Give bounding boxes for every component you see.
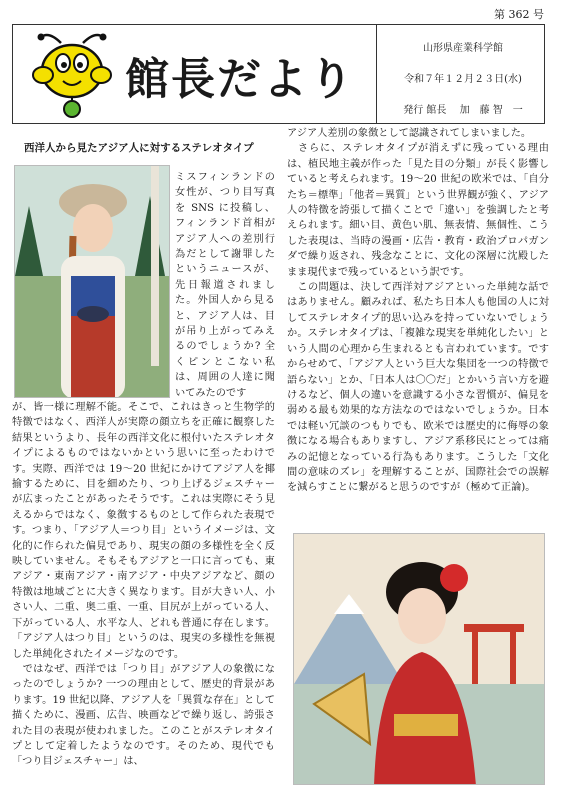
masthead [12,24,545,124]
right-paragraph-1: アジア人差別の象徴として認識されてしまいました。 [287,128,532,139]
article-intro: ミスフィンランドの女性が、つり目写真を SNS に投稿し、フィンランド首相がアジア人への差別行為だとして謝罪したというニュースが、先日報道されました。外国人から見ると、アジア人は、目が吊り上がってみえるのでしょうか? 全くピンとこない私は、周囲の人達に聞いてみたのです [175,172,275,399]
header-info [383,39,543,132]
organization-name: 山形県産業科学館 [423,43,503,54]
right-paragraph-2: さらに、ステレオタイプが消えずに残っている理由は、植民地主義が作った「見た目の分類」が長く影響していると考えられます。19～20 世紀の欧米では、「自分たち＝標準」「他者＝異質」という世界観が強く、アジア人の特徴を誇張して描くことで「違い」を強調したと考えられます。細い目、黄色い肌、無表情、無個性、こうした表現は、当時の漫画・広告・教育・政治プロパガンダで繰り返され、残念なことに、文化の深層に沈殿したまま現代まで残っているという訳です。 [287,143,549,278]
header-divider [376,25,377,123]
publisher-line: 発行 館長 加 藤 智 一 [403,105,523,116]
issue-date: 令和７年１２月２３日(水) [404,74,522,85]
kimono-woman-illustration [293,533,545,785]
left-body-2: ではなぜ、西洋では「つり目」がアジア人の象徴になったのでしょうか? 一つの理由として、歴史的背景があります。19 世紀以降、アジア人を「異質な存在」として描くために、漫画、広告、映画などで繰り返し、誇張された目の表現が使われました。このことがステレオタイプとして定着したようなのです。そのため、現代でも「つり目ジェスチャー」は、 [12,663,275,768]
issue-number: 第 362 号 [494,8,544,21]
article-right-column [287,126,549,496]
article-headline: 西洋人から見たアジア人に対するステレオタイプ [24,142,254,154]
left-body: が、皆一様に理解不能。そこで、これはきっと生物学的特徴ではなく、西洋人が実際の顔立ちを正確に観察した結果というより、長年の西洋文化に根付いたステレオタイプによるものではないかという思いに至ったわけです。実際、西洋では 19～20 世紀にかけてアジア人を揶揄するために、目を細めたり、つり上げるジェスチャーが広まったことがあったそうです。これは実際にそう見えるからではなく、象徴するものとして作られた表現です。つまり、「アジア人＝つり目」というイメージは、文化的に作られた偏見であり、現実の顔の多様性を全く反映していません。そもそもアジアと一口に言っても、東アジア・東南アジア・南アジア・中央アジアなど、顔の特徴は地域ごとに大きく異なります。目が大きい人、小さい人、二重、奥二重、一重、目尻が上がっている人、下がっている人、水平な人、どれも普通に存在します。「アジア人はつり目」というのは、現実の多様性を無視した単純化されたイメージなのです。 [12,402,275,660]
newsletter-title: 館長だより [125,54,355,105]
article-left-column [12,400,275,770]
mascot-logo [31,29,117,119]
right-paragraph-3: この問題は、決して西洋対アジアといった単純な話ではありません。顧みれば、私たち日本人も他国の人に対してステレオタイプ的思い込みを持っていないでしょうか。ステレオタイプは、「複雑な現実を単純化したい」という人間の心理から生まれるとも言われています。ですからせめて、「アジア人という巨大な集団を一つの特徴で語らない」とか、「日本人は〇〇だ」とかいう言い方を避けるなど、個人の違いを意識する小さな習慣が、偏見を弱める最も効果的な方法なのではないでしょうか。日本では軽い冗談のつもりでも、欧米では歴史的に侮辱の象徴になる場合もありますし、アジア系移民にとっては痛みの記憶となっている行為もあります。こうした「文化間の意味のズレ」を理解することが、国際社会での誤解を減らすことに繋がると思うのですが（極めて正論)。 [287,282,549,494]
finnish-woman-illustration [14,165,170,398]
